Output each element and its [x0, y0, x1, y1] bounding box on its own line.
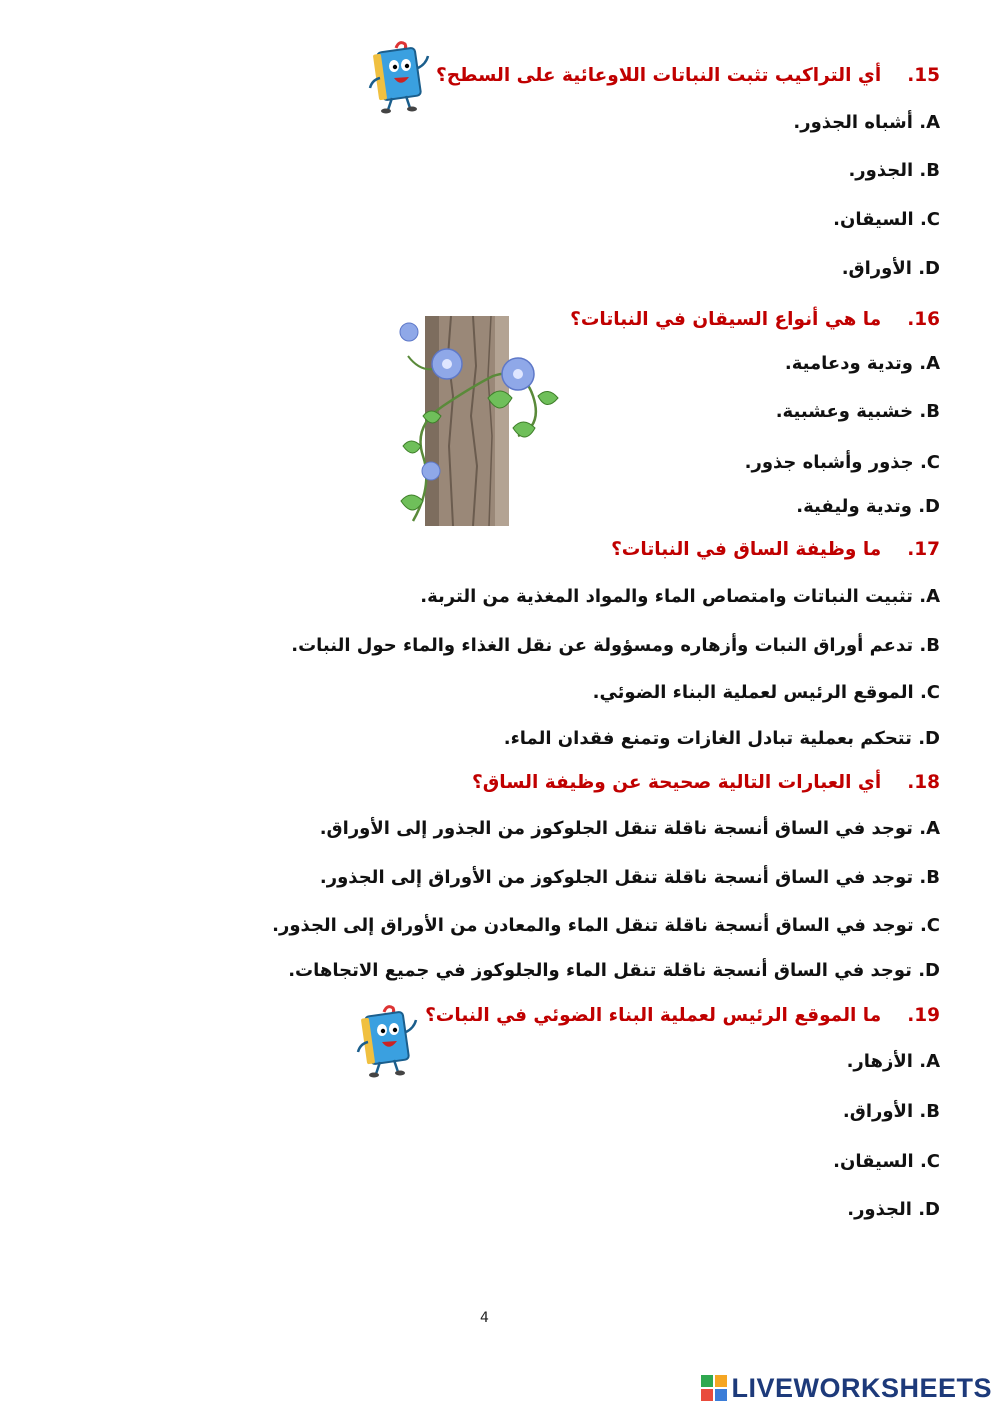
- climbing-plant-illustration: [393, 316, 565, 526]
- option-19-b[interactable]: B. الأوراق.: [842, 1101, 940, 1122]
- option-16-a[interactable]: A. وتدية ودعامية.: [784, 353, 940, 374]
- liveworksheets-logo-icon: [701, 1375, 727, 1401]
- question-17: [611, 538, 940, 562]
- option-17-c[interactable]: C. الموقع الرئيس لعملية البناء الضوئي.: [592, 682, 940, 703]
- option-16-b[interactable]: B. خشبية وعشبية.: [775, 401, 940, 422]
- question-text: ما هي أنواع السيقان في النباتات؟: [570, 309, 882, 330]
- question-16: [570, 308, 940, 332]
- question-number: 19.: [907, 1005, 940, 1026]
- book-mascot-icon: [366, 38, 434, 114]
- question-text: أي العبارات التالية صحيحة عن وظيفة الساق؟: [472, 772, 882, 793]
- option-18-d[interactable]: D. توجد في الساق أنسجة ناقلة تنقل الماء والجلوكوز في جميع الاتجاهات.: [288, 960, 940, 981]
- option-15-a[interactable]: A. أشباه الجذور.: [793, 112, 940, 133]
- question-text: ما الموقع الرئيس لعملية البناء الضوئي في النبات؟: [425, 1005, 882, 1026]
- option-15-b[interactable]: B. الجذور.: [848, 160, 940, 181]
- option-19-a[interactable]: A. الأزهار.: [846, 1051, 940, 1072]
- option-18-a[interactable]: A. توجد في الساق أنسجة ناقلة تنقل الجلوكوز من الجذور إلى الأوراق.: [319, 818, 940, 839]
- question-number: 18.: [907, 772, 940, 793]
- option-18-c[interactable]: C. توجد في الساق أنسجة ناقلة تنقل الماء والمعادن من الأوراق إلى الجذور.: [272, 915, 940, 936]
- brand-logo[interactable]: [701, 1371, 992, 1405]
- option-16-c[interactable]: C. جذور وأشباه جذور.: [744, 452, 940, 473]
- option-16-d[interactable]: D. وتدية وليفية.: [796, 496, 940, 517]
- question-text: ما وظيفة الساق في النباتات؟: [611, 539, 882, 560]
- option-17-d[interactable]: D. تتحكم بعملية تبادل الغازات وتمنع فقدان الماء.: [503, 728, 940, 749]
- option-17-a[interactable]: A. تثبيت النباتات وامتصاص الماء والمواد المغذية من التربة.: [420, 586, 940, 607]
- question-number: 17.: [907, 539, 940, 560]
- question-19: [425, 1004, 940, 1028]
- question-text: أي التراكيب تثبت النباتات اللاوعائية على السطح؟: [435, 65, 882, 86]
- question-15: [436, 64, 940, 88]
- question-18: [472, 771, 940, 795]
- option-19-d[interactable]: D. الجذور.: [847, 1199, 940, 1220]
- page-number: 4: [480, 1310, 489, 1326]
- question-number: 15.: [907, 65, 940, 86]
- option-19-c[interactable]: C. السيقان.: [833, 1151, 940, 1172]
- option-15-c[interactable]: C. السيقان.: [833, 209, 940, 230]
- question-number: 16.: [907, 309, 940, 330]
- option-17-b[interactable]: B. تدعم أوراق النبات وأزهاره ومسؤولة عن نقل الغذاء والماء حول النبات.: [291, 635, 940, 656]
- option-18-b[interactable]: B. توجد في الساق أنسجة ناقلة تنقل الجلوكوز من الأوراق إلى الجذور.: [319, 867, 940, 888]
- option-15-d[interactable]: D. الأوراق.: [841, 258, 940, 279]
- brand-name: LIVEWORKSHEETS: [731, 1372, 992, 1403]
- book-mascot-icon: [354, 1002, 422, 1078]
